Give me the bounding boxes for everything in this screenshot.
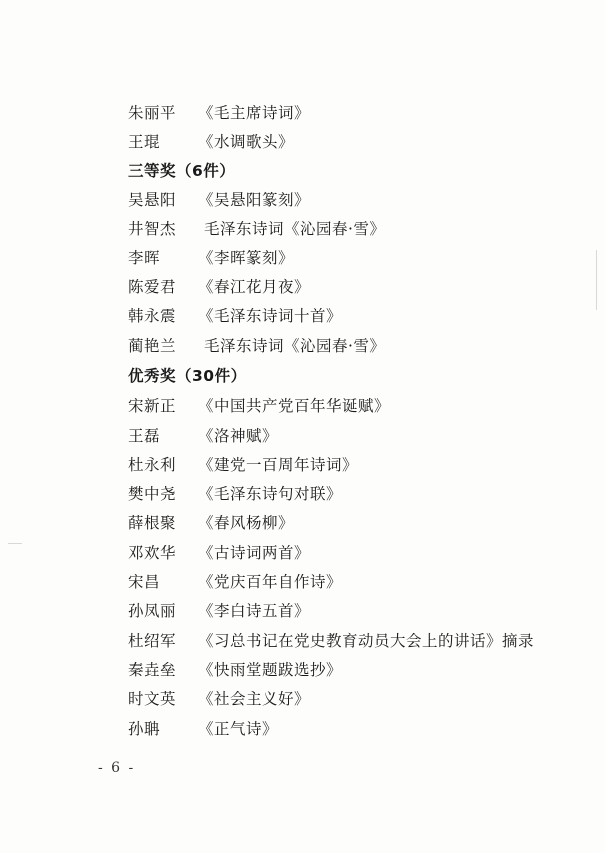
list-item [128, 566, 342, 595]
list-item [128, 271, 310, 300]
work-title: 《春风杨柳》 [198, 513, 295, 532]
list-item [128, 213, 385, 242]
list-item [128, 242, 294, 271]
work-title: 《水调歌头》 [198, 132, 295, 151]
entrant-name: 孙聃 [128, 719, 161, 738]
list-item [128, 449, 358, 478]
list-item [128, 126, 294, 155]
entrant-name: 杜绍军 [128, 631, 177, 650]
work-title: 《习总书记在党史教育动员大会上的讲话》摘录 [198, 631, 535, 650]
work-title: 毛泽东诗词《沁园春·雪》 [204, 219, 386, 238]
entrant-name: 陈爱君 [128, 277, 177, 296]
list-item [128, 97, 310, 126]
list-item [128, 184, 310, 213]
entrant-name: 宋昌 [128, 572, 161, 591]
entrant-name: 朱丽平 [128, 103, 177, 122]
list-item [128, 625, 534, 654]
work-title: 《社会主义好》 [198, 689, 311, 708]
work-title: 《毛主席诗词》 [198, 103, 311, 122]
list-item [128, 420, 278, 449]
entrant-name: 王磊 [128, 426, 161, 445]
list-item [128, 537, 310, 566]
list-item [128, 390, 390, 419]
entrant-name: 吴悬阳 [128, 190, 177, 209]
list-item [128, 300, 342, 329]
list-item [128, 330, 385, 359]
work-title: 《快雨堂题跋选抄》 [198, 660, 343, 679]
entrant-name: 宋新正 [128, 396, 177, 415]
work-title: 《中国共产党百年华诞赋》 [198, 396, 391, 415]
list-item [128, 478, 342, 507]
entrant-name: 李晖 [128, 248, 161, 267]
scan-mark-left [8, 543, 22, 544]
work-title: 《党庆百年自作诗》 [198, 572, 343, 591]
section-heading-excellence-prize: 优秀奖（30件） [128, 366, 247, 385]
section-heading-third-prize: 三等奖（6件） [128, 161, 236, 180]
list-item [128, 683, 310, 712]
entrant-name: 薛根聚 [128, 513, 177, 532]
work-title: 《吴悬阳篆刻》 [198, 190, 311, 209]
entrant-name: 邓欢华 [128, 543, 177, 562]
entrant-name: 韩永震 [128, 306, 177, 325]
list-item [128, 595, 310, 624]
entrant-name: 杜永利 [128, 455, 177, 474]
work-title: 毛泽东诗词《沁园春·雪》 [204, 336, 386, 355]
work-title: 《洛神赋》 [198, 426, 279, 445]
work-title: 《毛泽东诗词十首》 [198, 306, 343, 325]
page-number: - 6 - [98, 760, 136, 776]
work-title: 《古诗词两首》 [198, 543, 311, 562]
entrant-name: 孙凤丽 [128, 601, 177, 620]
work-title: 《李晖篆刻》 [198, 248, 295, 267]
work-title: 《毛泽东诗句对联》 [198, 484, 343, 503]
entrant-name: 井智杰 [128, 219, 177, 238]
entrant-name: 王琨 [128, 132, 161, 151]
scan-mark-right [596, 250, 597, 310]
entrant-name: 樊中尧 [128, 484, 177, 503]
entrant-name: 蔺艳兰 [128, 336, 177, 355]
entrant-name: 时文英 [128, 689, 177, 708]
list-item [128, 654, 342, 683]
entrant-name: 秦垚垒 [128, 660, 177, 679]
work-title: 《正气诗》 [198, 719, 279, 738]
list-item [128, 507, 294, 536]
work-title: 《春江花月夜》 [198, 277, 311, 296]
list-item [128, 713, 278, 742]
work-title: 《建党一百周年诗词》 [198, 455, 359, 474]
work-title: 《李白诗五首》 [198, 601, 311, 620]
